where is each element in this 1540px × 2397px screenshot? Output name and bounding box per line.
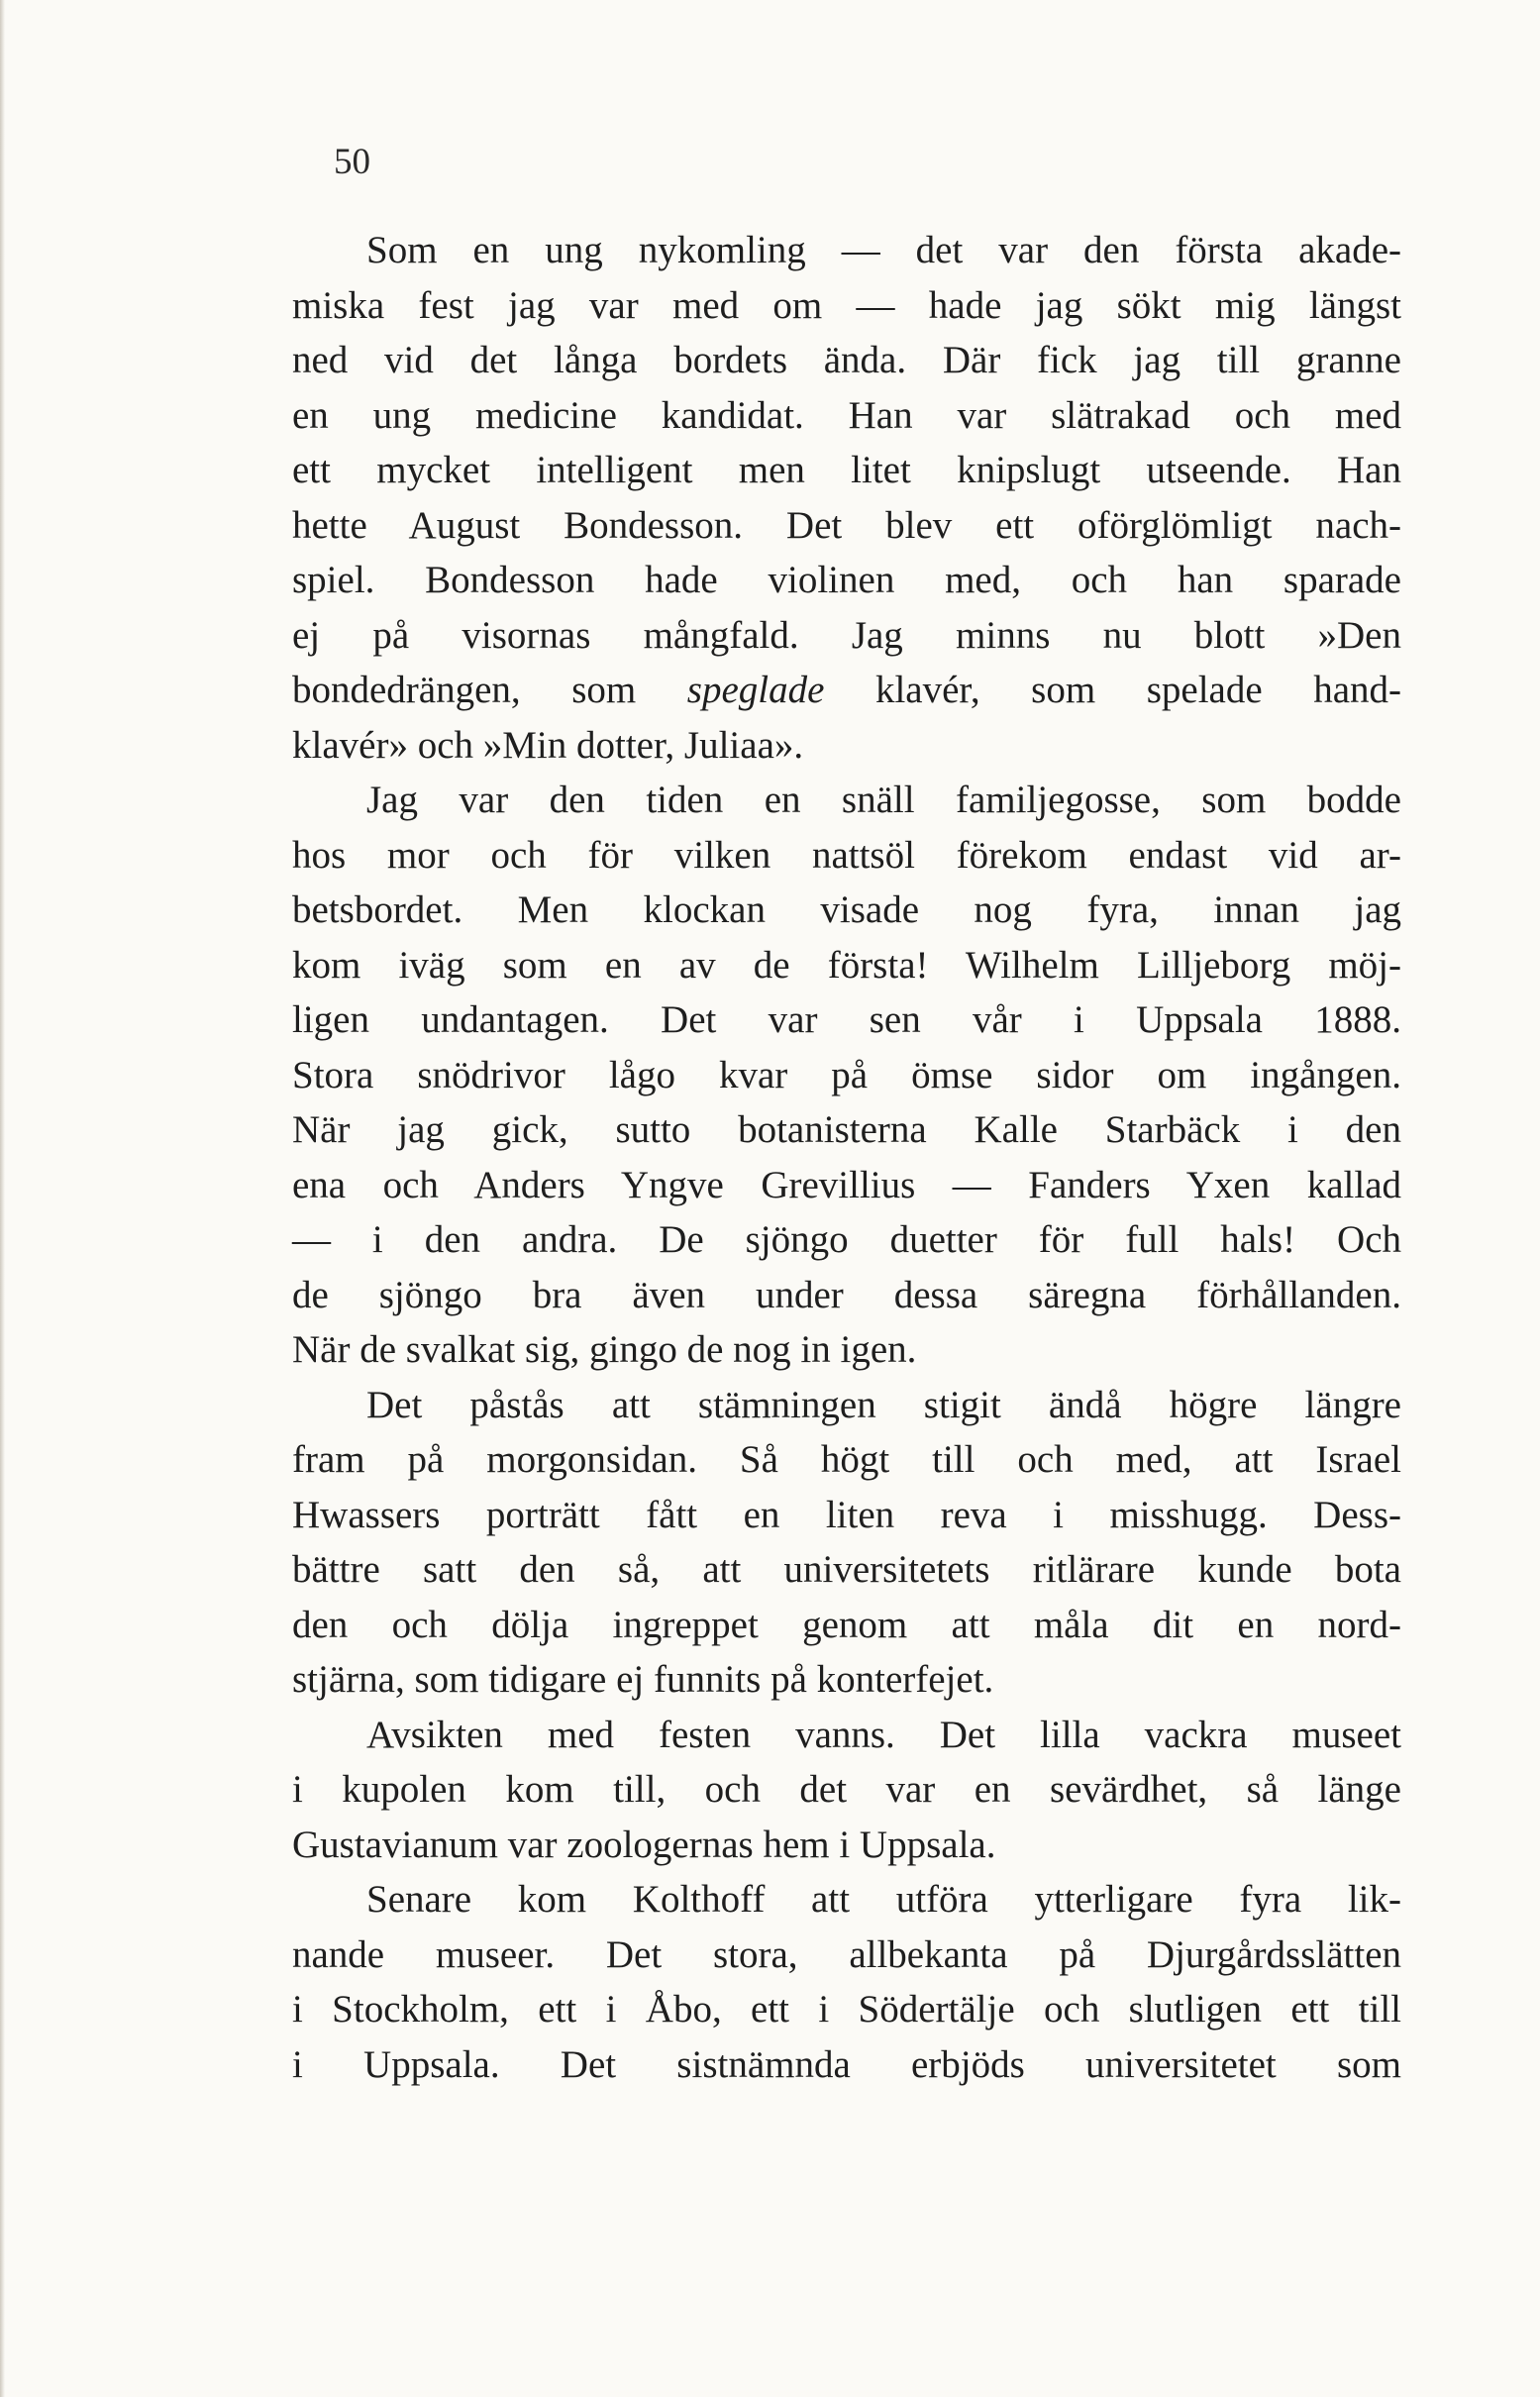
text-line: i Uppsala. Det sistnämnda erbjöds universitetet som [292, 2042, 1401, 2086]
text-line: När jag gick, sutto botanisterna Kalle Starbäck i den [292, 1108, 1401, 1151]
text-line: i kupolen kom till, och det var en sevärdhet, så länge [292, 1768, 1401, 1811]
text-line: Stora snödrivor lågo kvar på ömse sidor om ingången. [292, 1053, 1401, 1096]
text-line: ett mycket intelligent men litet knipslugt utseende. Han [292, 449, 1401, 491]
text-line: ena och Anders Yngve Grevillius — Fanders Yxen kallad [292, 1163, 1401, 1206]
text-line: ligen undantagen. Det var sen vår i Uppsala 1888. [292, 998, 1401, 1041]
text-line: Jag var den tiden en snäll familjegosse, som bodde [366, 779, 1401, 821]
paragraph-1 [292, 223, 1401, 773]
text-line: stjärna, som tidigare ej funnits på konterfejet. [292, 1658, 994, 1701]
paragraph-4 [292, 1708, 1401, 1873]
text-line: klavér» och »Min dotter, Juliaa». [292, 723, 804, 767]
page-number: 50 [334, 142, 370, 182]
text-segment: klavér, som spelade hand- [824, 669, 1401, 711]
text-line: hos mor och för vilken nattsöl förekom endast vid ar- [292, 833, 1401, 877]
text-line: Hwassers porträtt fått en liten reva i misshugg. Dess- [292, 1493, 1401, 1536]
text-line: bättre satt den så, att universitetets ritlärare kunde bota [292, 1548, 1401, 1591]
binding-edge [0, 0, 5, 2397]
text-segment: bondedrängen, som [292, 669, 687, 711]
text-line: nande museer. Det stora, allbekanta på Djurgårdsslätten [292, 1932, 1401, 1976]
text-line: den och dölja ingreppet genom att måla dit en nord- [292, 1603, 1401, 1646]
paragraph-5 [292, 1872, 1401, 2092]
text-line: i Stockholm, ett i Åbo, ett i Södertälje och slutligen ett till [292, 1988, 1401, 2031]
paragraph-3 [292, 1378, 1401, 1708]
text-line: Gustavianum var zoologernas hem i Uppsala. [292, 1823, 996, 1866]
text-line: kom iväg som en av de första! Wilhelm Lilljeborg möj- [292, 943, 1401, 987]
text-line: När de svalkat sig, gingo de nog in igen. [292, 1328, 917, 1371]
text-line: Senare kom Kolthoff att utföra ytterligare fyra lik- [366, 1878, 1401, 1921]
text-line: Som en ung nykomling — det var den första akade- [366, 229, 1401, 271]
text-line: Avsikten med festen vanns. Det lilla vackra museet [366, 1713, 1401, 1756]
text-line: ned vid det långa bordets ända. Där fick jag till granne [292, 339, 1401, 381]
text-line: Det påstås att stämningen stigit ändå högre längre [366, 1383, 1401, 1426]
body-text [292, 223, 1401, 2092]
paragraph-2 [292, 773, 1401, 1378]
text-line: hette August Bondesson. Det blev ett oförglömligt nach- [292, 503, 1401, 547]
text-line: spiel. Bondesson hade violinen med, och han sparade [292, 559, 1401, 601]
text-line: ej på visornas mångfald. Jag minns nu blott »Den [292, 613, 1401, 657]
text-line [292, 663, 1401, 718]
text-line: fram på morgonsidan. Så högt till och med, att Israel [292, 1438, 1401, 1481]
text-line: de sjöngo bra även under dessa säregna förhållanden. [292, 1273, 1401, 1316]
text-line: miska fest jag var med om — hade jag sökt mig längst [292, 283, 1401, 327]
text-line: — i den andra. De sjöngo duetter för full hals! Och [292, 1218, 1401, 1261]
text-line: en ung medicine kandidat. Han var slätrakad och med [292, 393, 1401, 437]
italic-word: speglade [686, 669, 825, 711]
text-line: betsbordet. Men klockan visade nog fyra, innan jag [292, 888, 1401, 931]
